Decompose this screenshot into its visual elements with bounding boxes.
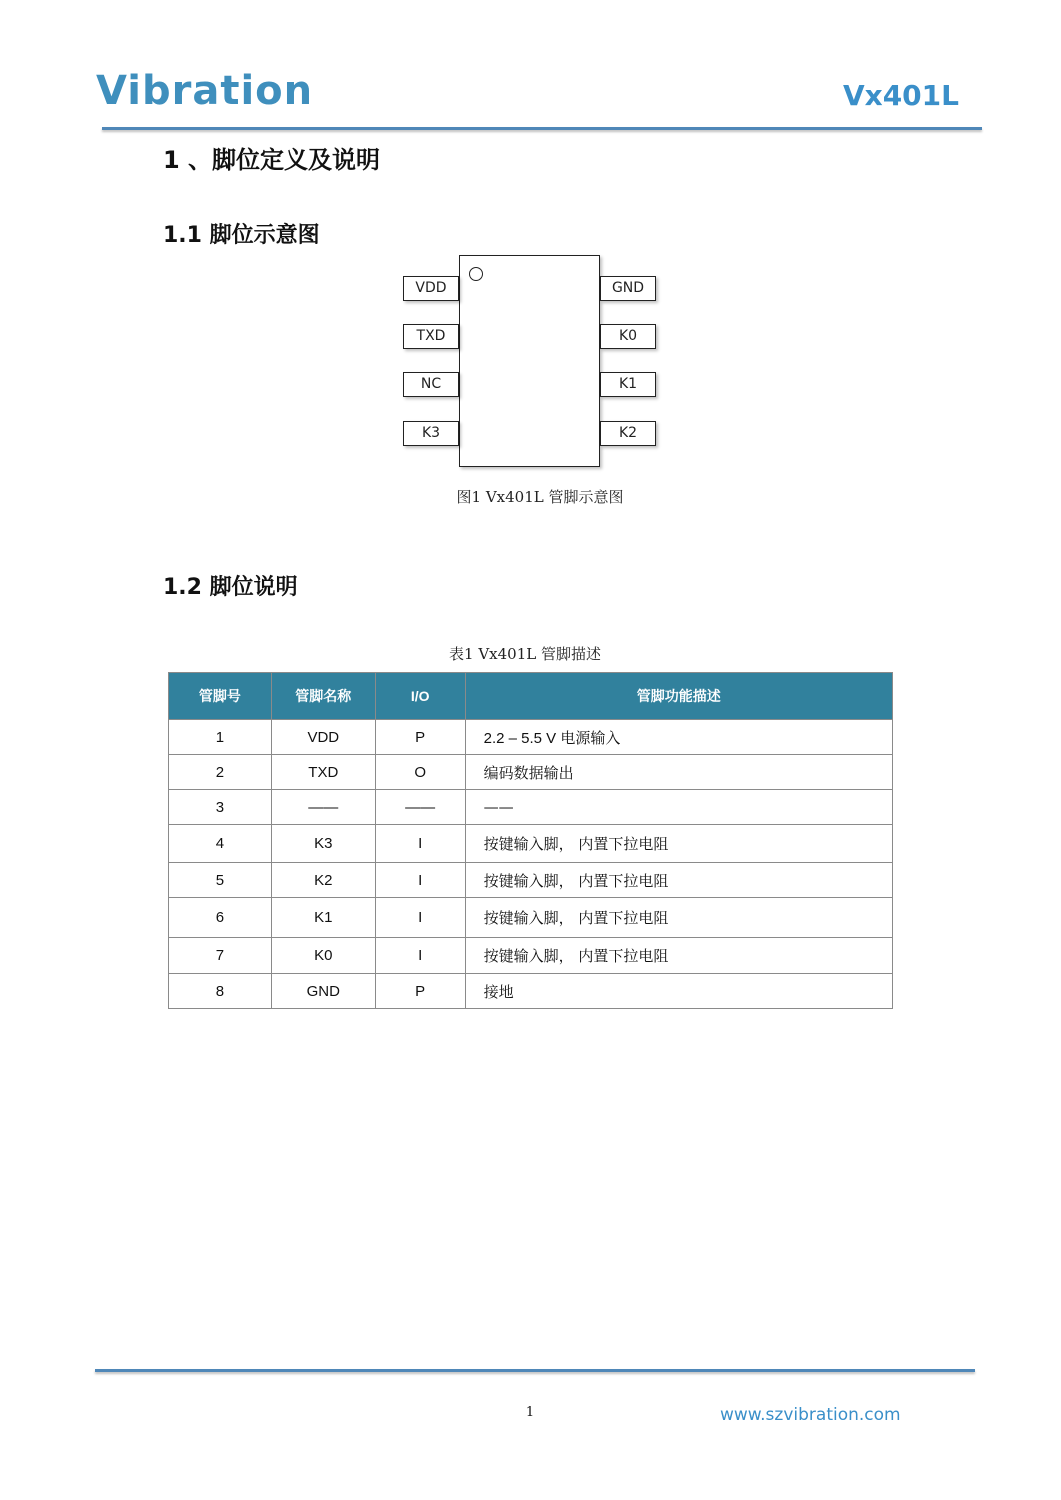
pin-name: K0 — [271, 938, 375, 974]
pin-name: K1 — [271, 898, 375, 938]
pin-name: TXD — [271, 755, 375, 790]
pin-number: 1 — [169, 720, 272, 755]
pin-name: GND — [271, 974, 375, 1009]
pin-description: —— — [465, 790, 892, 825]
pin-label-left: NC — [403, 372, 459, 397]
pin-number: 6 — [169, 898, 272, 938]
pin-name: K2 — [271, 863, 375, 898]
product-name: Vx401L — [842, 79, 959, 112]
column-header: 管脚名称 — [271, 673, 375, 720]
pin-io: —— — [375, 790, 465, 825]
pin-label-right: K1 — [600, 372, 656, 397]
subsection-pin-description-title: 1.2 脚位说明 — [163, 575, 298, 600]
pin-io: P — [375, 974, 465, 1009]
pin-description: 按键输入脚， 内置下拉电阻 — [465, 938, 892, 974]
pin-label-left: TXD — [403, 324, 459, 349]
pin-number: 2 — [169, 755, 272, 790]
pin-label-right: K0 — [600, 324, 656, 349]
subsection-pin-diagram-title: 1.1 脚位示意图 — [163, 223, 320, 248]
column-header: 管脚功能描述 — [465, 673, 892, 720]
table-header-row — [169, 673, 893, 720]
pin-label-left: VDD — [403, 276, 459, 301]
pin-label-right: GND — [600, 276, 656, 301]
company-logo: Vibration — [96, 68, 314, 114]
pin-label-right: K2 — [600, 421, 656, 446]
pin-name: K3 — [271, 825, 375, 863]
chip-body — [459, 255, 600, 467]
pin-label-left: K3 — [403, 421, 459, 446]
table-row — [169, 755, 893, 790]
pin-name: —— — [271, 790, 375, 825]
pin-io: I — [375, 898, 465, 938]
pin-number: 7 — [169, 938, 272, 974]
pin-number: 3 — [169, 790, 272, 825]
table-row — [169, 863, 893, 898]
pin-io: I — [375, 938, 465, 974]
table-row — [169, 825, 893, 863]
column-header: 管脚号 — [169, 673, 272, 720]
header-divider — [102, 127, 982, 130]
pin-number: 5 — [169, 863, 272, 898]
pin-description: 接地 — [465, 974, 892, 1009]
table-row — [169, 938, 893, 974]
table-caption: 表1 Vx401L 管脚描述 — [449, 645, 601, 663]
figure-caption: 图1 Vx401L 管脚示意图 — [456, 488, 624, 506]
pin-description: 按键输入脚， 内置下拉电阻 — [465, 825, 892, 863]
page-number: 1 — [525, 1405, 535, 1420]
pin-io: O — [375, 755, 465, 790]
pin-io: P — [375, 720, 465, 755]
pin-name: VDD — [271, 720, 375, 755]
pin-description-table — [168, 672, 893, 1009]
footer-divider — [95, 1369, 975, 1372]
section-title: 1 、脚位定义及说明 — [163, 146, 381, 174]
table-row — [169, 720, 893, 755]
table-row — [169, 974, 893, 1009]
pin-number: 4 — [169, 825, 272, 863]
website-link[interactable]: www.szvibration.com — [720, 1405, 901, 1425]
table-row — [169, 790, 893, 825]
pin-description: 编码数据输出 — [465, 755, 892, 790]
table-row — [169, 898, 893, 938]
pin-io: I — [375, 825, 465, 863]
pin-description: 2.2 – 5.5 V 电源输入 — [465, 720, 892, 755]
pin-io: I — [375, 863, 465, 898]
pin1-marker-icon — [469, 267, 483, 281]
pin-description: 按键输入脚， 内置下拉电阻 — [465, 898, 892, 938]
pin-description: 按键输入脚， 内置下拉电阻 — [465, 863, 892, 898]
column-header: I/O — [375, 673, 465, 720]
pin-number: 8 — [169, 974, 272, 1009]
